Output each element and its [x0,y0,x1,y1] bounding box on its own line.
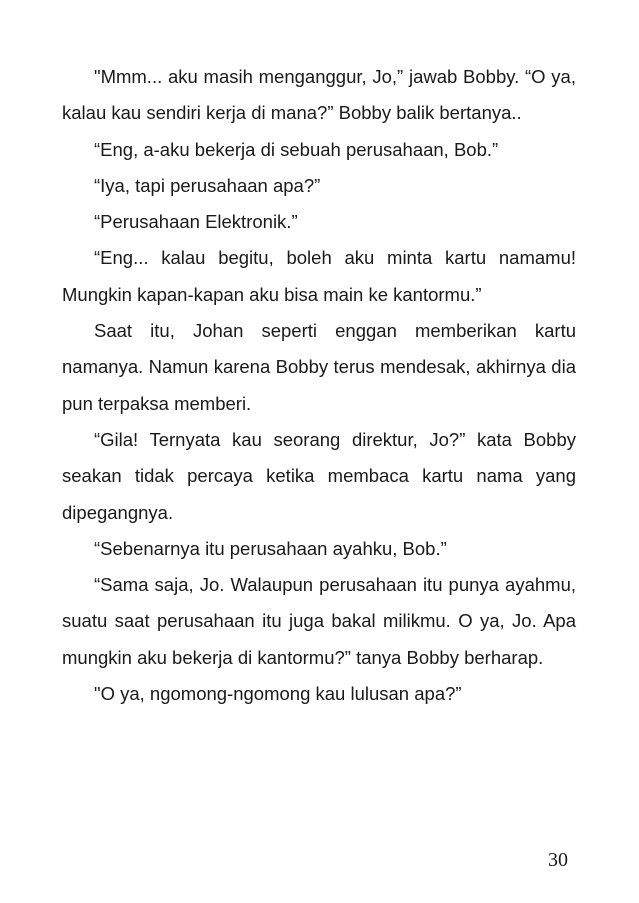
paragraph-9: “Sama saja, Jo. Walaupun perusahaan itu punya ayahmu, suatu saat perusahaan itu juga bakal milikmu. O ya, Jo. Apa mungkin aku bekerja di kantormu?” tanya Bobby berharap. [62,574,576,668]
page-number: 30 [548,849,568,871]
paragraph-1: "Mmm... aku masih menganggur, Jo,” jawab Bobby. “O ya, kalau kau sendiri kerja di mana?” Bobby balik bertanya.. [62,66,576,124]
paragraph-5: “Eng... kalau begitu, boleh aku minta kartu namamu! Mungkin kapan-kapan aku bisa main ke kantormu.” [62,247,576,305]
paragraph-7: “Gila! Ternyata kau seorang direktur, Jo?” kata Bobby seakan tidak percaya ketika membaca kartu nama yang dipegangnya. [62,428,576,523]
book-page-text [62,59,576,712]
paragraph-4: “Perusahaan Elektronik.” [94,211,298,233]
paragraph-8: “Sebenarnya itu perusahaan ayahku, Bob.” [94,537,447,559]
paragraph-10: "O ya, ngomong-ngomong kau lulusan apa?” [94,683,462,705]
paragraph-2: “Eng, a-aku bekerja di sebuah perusahaan, Bob.” [94,138,499,160]
paragraph-3: “Iya, tapi perusahaan apa?” [94,174,321,196]
paragraph-6: Saat itu, Johan seperti enggan memberikan kartu namanya. Namun karena Bobby terus mendesak, akhirnya dia pun terpaksa memberi. [62,320,576,414]
